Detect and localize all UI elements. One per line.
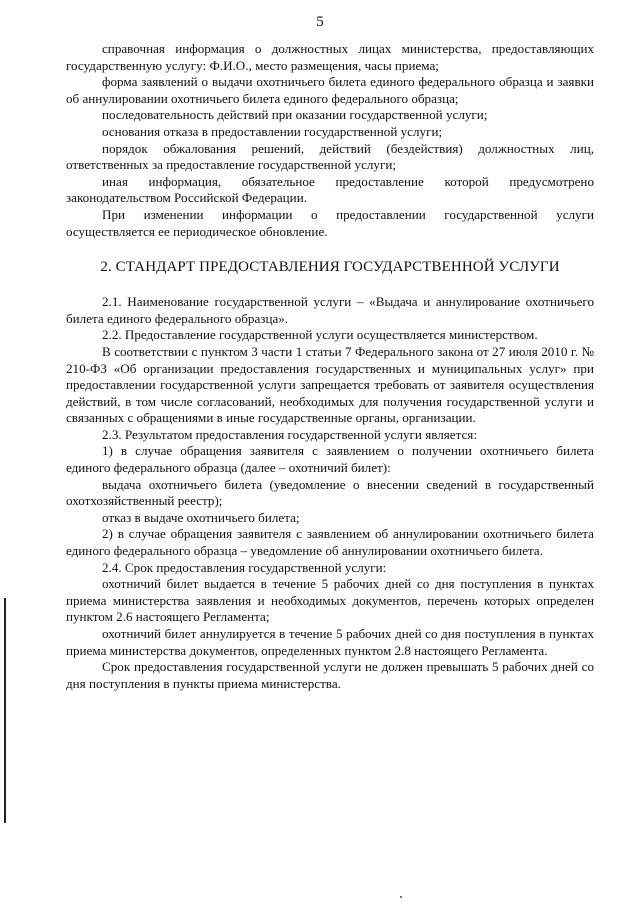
paragraph: 2) в случае обращения заявителя с заявлением об аннулировании охотничьего билета единого федерального образца – уведомление об аннулировании охотничьего билета. [66,526,594,559]
paragraph: охотничий билет выдается в течение 5 рабочих дней со дня поступления в пунктах приема министерства заявления и необходимых документов, перечень которых определен пунктом 2.6 настоящего Регламента; [66,576,594,625]
paragraph: 2.1. Наименование государственной услуги – «Выдача и аннулирование охотничьего билета единого федерального образца». [66,294,594,326]
paragraph: Срок предоставления государственной услуги не должен превышать 5 рабочих дней со дня поступления в пункты приема министерства. [66,659,594,691]
paragraph: 1) в случае обращения заявителя с заявлением о получении охотничьего билета единого федерального образца (далее – охотничий билет): [66,443,594,476]
paragraph: 2.4. Срок предоставления государственной услуги: [102,559,387,575]
paragraph: выдача охотничьего билета (уведомление о внесении сведений в государственный охотхозяйственный реестр); [66,476,594,509]
section-heading: 2. СТАНДАРТ ПРЕДОСТАВЛЕНИЯ ГОСУДАРСТВЕННОЙ УСЛУГИ [100,259,560,276]
document-body [66,41,594,692]
paragraph: иная информация, обязательное предоставление которой предусмотрено законодательством Российской Федерации. [66,173,594,206]
paragraph: В соответствии с пунктом 3 части 1 статьи 7 Федерального закона от 27 июля 2010 г. № 210-ФЗ «Об организации предоставления государственных и муниципальных услуг» при предоставлении государственной услуги запрещается требовать от заявителя осуществления действий, в том числе согласований, необходимых для получения государственной услуги и связанных с обращениями в иные государственные органы, организации. [66,343,594,426]
paragraph: справочная информация о должностных лицах министерства, предоставляющих государственную услугу: Ф.И.О., место размещения, часы приема; [66,41,594,73]
paragraph: охотничий билет аннулируется в течение 5 рабочих дней со дня поступления в пунктах приема министерства документов, определенных пунктом 2.8 настоящего Регламента. [66,626,594,658]
paragraph: 2.2. Предоставление государственной услуги осуществляется министерством. [102,327,538,343]
paragraph: основания отказа в предоставлении государственной услуги; [102,123,443,139]
paragraph: отказ в выдаче охотничьего билета; [102,509,300,525]
paragraph: порядок обжалования решений, действий (бездействия) должностных лиц, ответственных за предоставление государственной услуги; [66,140,594,173]
scan-margin-line [4,598,6,823]
scan-dot [400,896,402,898]
page-number: 5 [316,14,324,30]
paragraph: последовательность действий при оказании государственной услуги; [102,107,488,123]
paragraph: 2.3. Результатом предоставления государственной услуги является: [102,426,477,442]
paragraph: форма заявлений о выдачи охотничьего билета единого федерального образца и заявки об аннулировании охотничьего билета единого федерального образца; [66,74,594,106]
paragraph: При изменении информации о предоставлении государственной услуги осуществляется ее периодическое обновление. [66,206,594,239]
